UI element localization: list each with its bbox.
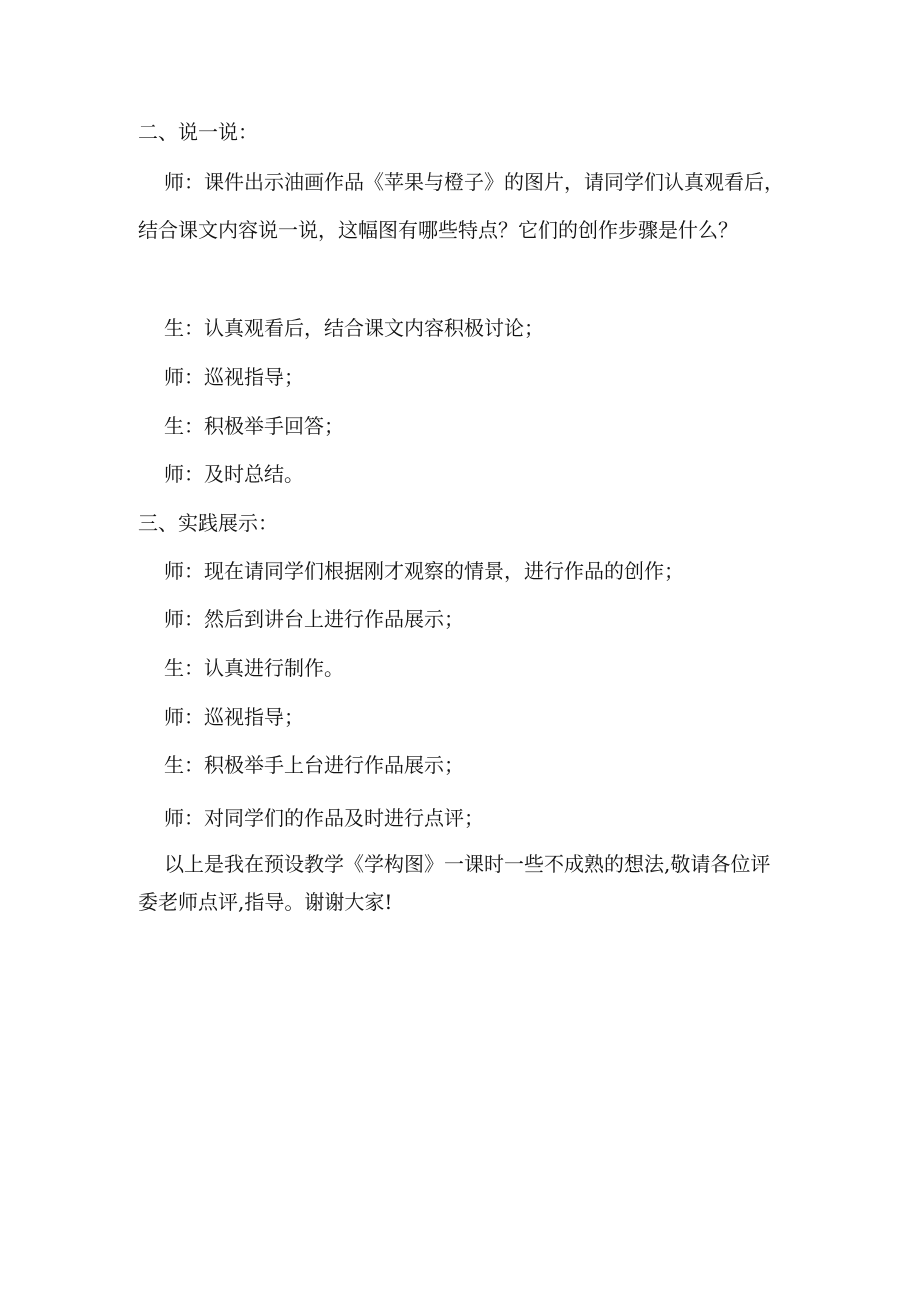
- section-3-line-1: 师：现在请同学们根据刚才观察的情景，进行作品的创作；: [164, 559, 684, 583]
- section-3-line-2: 师：然后到讲台上进行作品展示；: [164, 607, 464, 631]
- closing-paragraph: 以上是我在预设教学《学构图》一课时一些不成熟的想法,敬请各位评委老师点评,指导。谢谢大家!: [138, 852, 771, 914]
- section-3-line-3: 生：认真进行制作。: [164, 656, 344, 680]
- section-3-line-6: 师：对同学们的作品及时进行点评；: [164, 806, 484, 830]
- section-3-heading: 三、实践展示：: [138, 511, 278, 535]
- section-2-heading: 二、说一说：: [138, 120, 258, 144]
- section-2-line-3: 生：积极举手回答；: [164, 414, 344, 438]
- section-3-line-4: 师：巡视指导；: [164, 705, 304, 729]
- section-2-line-1: 生：认真观看后，结合课文内容积极讨论；: [164, 316, 544, 340]
- section-2-paragraph: 师：课件出示油画作品《苹果与橙子》的图片，请同学们认真观看后，结合课文内容说一说，这幅图有哪些特点？它们的创作步骤是什么？: [138, 170, 784, 242]
- section-3-line-5: 生：积极举手上台进行作品展示；: [164, 753, 464, 777]
- section-2-line-2: 师：巡视指导；: [164, 365, 304, 389]
- section-2-line-4: 师：及时总结。: [164, 462, 304, 486]
